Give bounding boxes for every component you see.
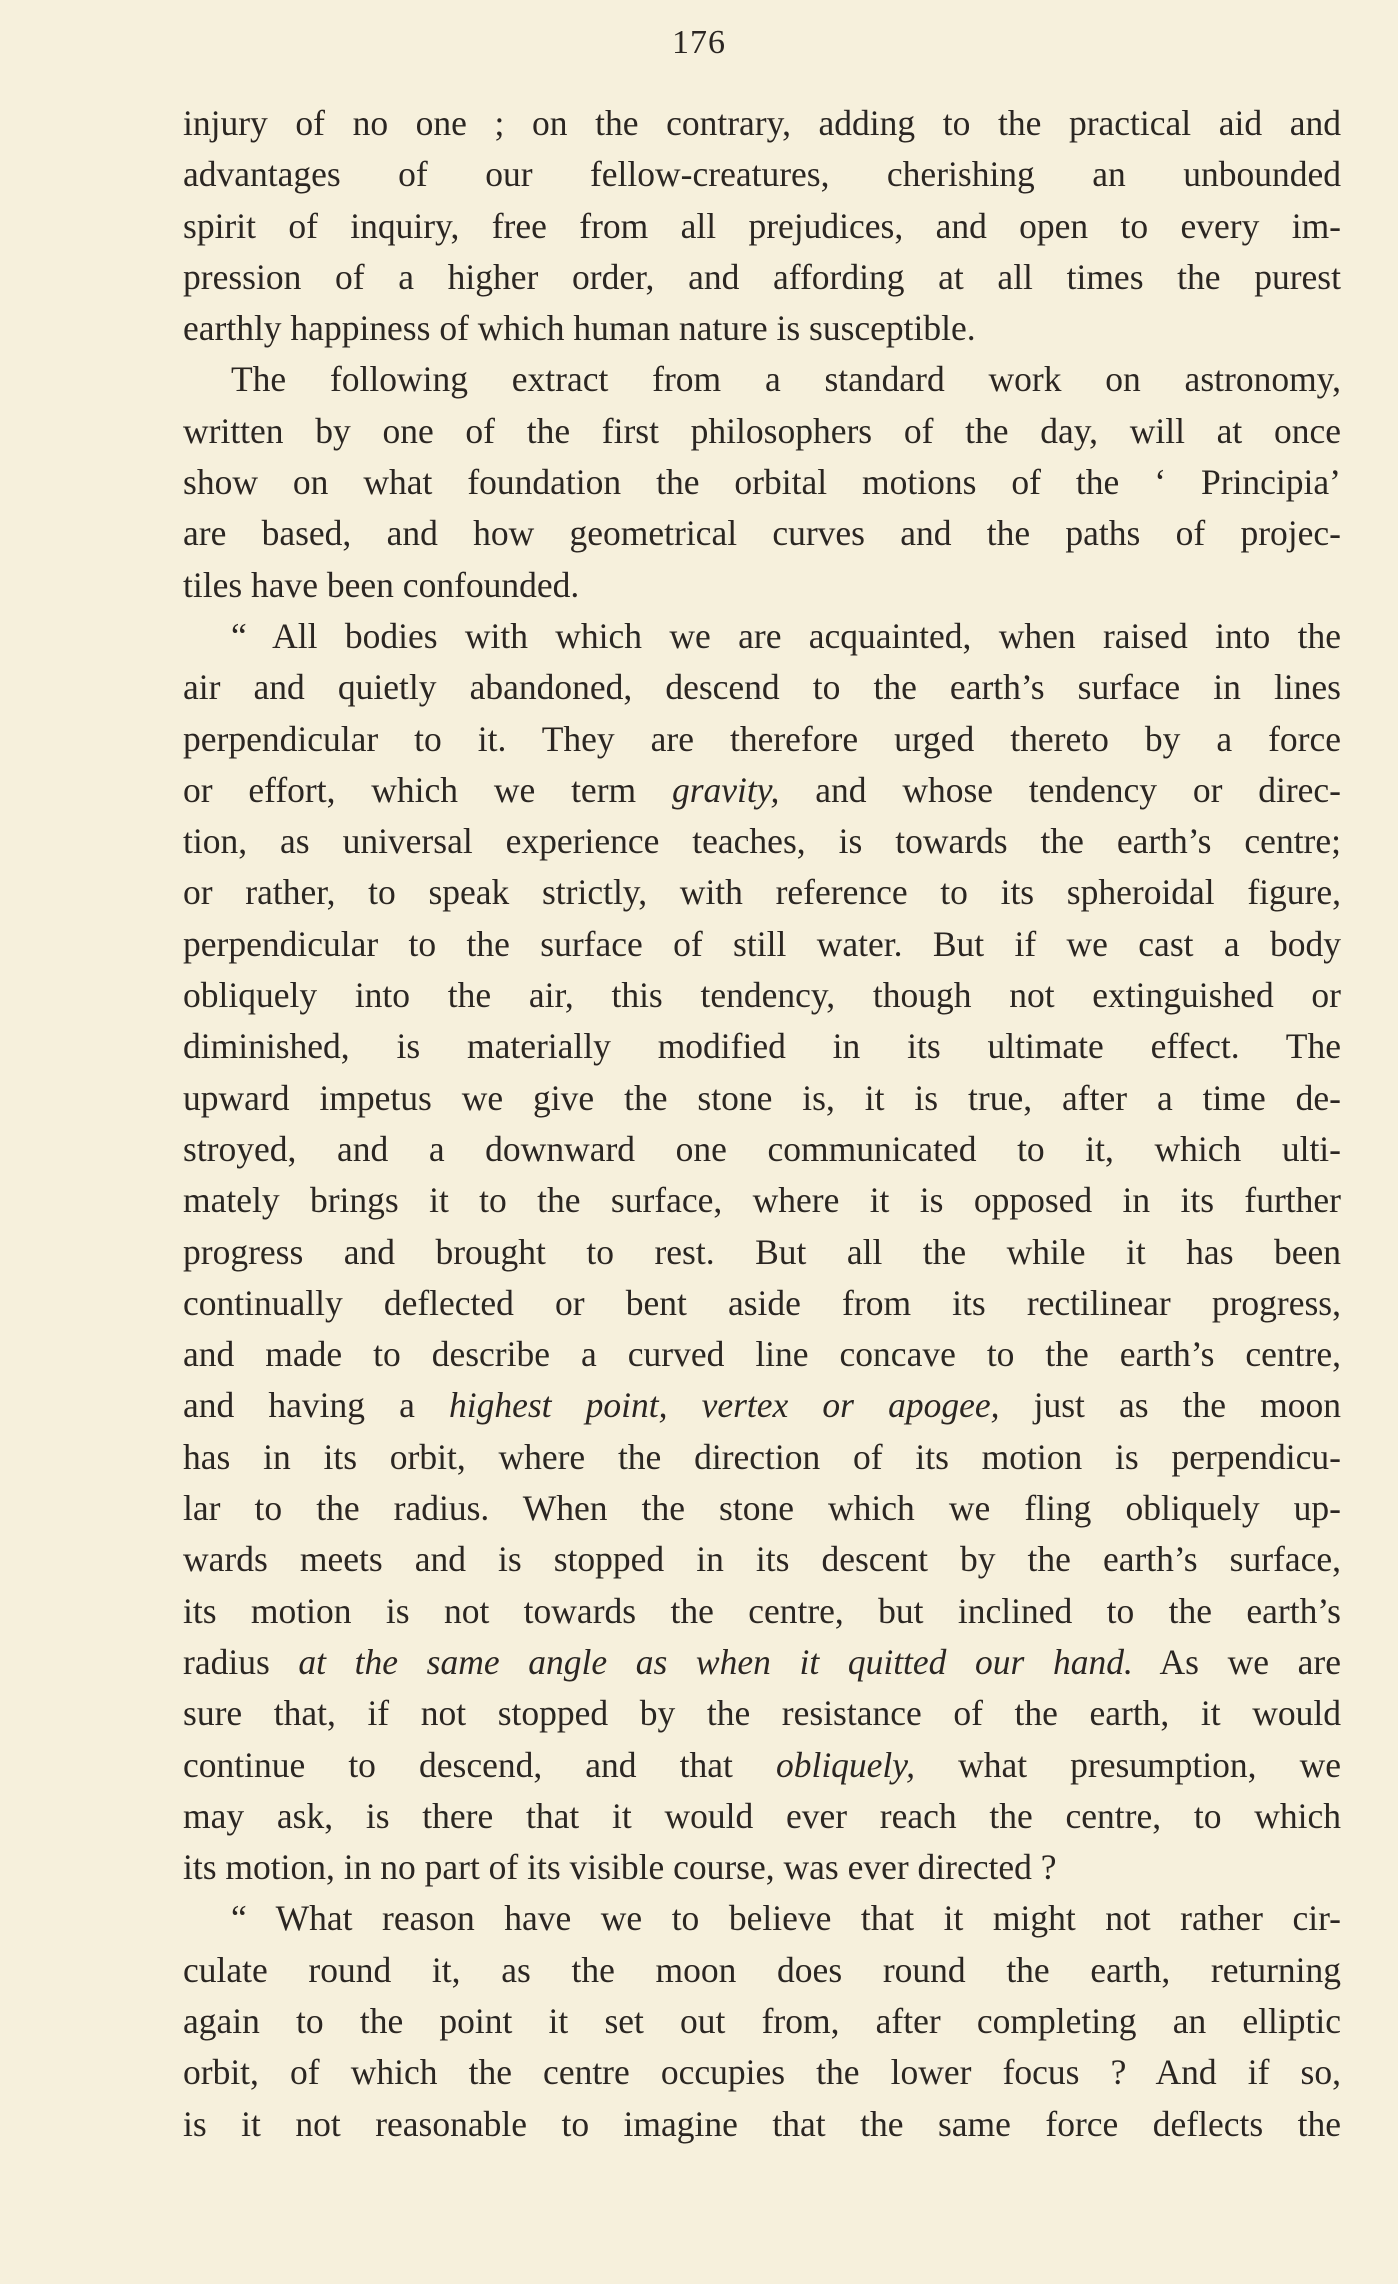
text-line: stroyed, and a downward one communicated to it, which ulti-	[183, 1128, 1341, 1169]
text-line: radius at the same angle as when it quitted our hand. As we are	[183, 1641, 1341, 1682]
text-line: mately brings it to the surface, where it is opposed in its further	[183, 1180, 1341, 1221]
text-line: earthly happiness of which human nature is susceptible.	[183, 308, 976, 349]
italic-phrase: highest point, vertex or apogee,	[448, 1385, 1000, 1426]
text-line: upward impetus we give the stone is, it is true, after a time de-	[183, 1077, 1341, 1118]
text-line: obliquely into the air, this tendency, though not extinguished or	[183, 975, 1341, 1016]
text-line: continue to descend, and that obliquely, what presumption, we	[183, 1744, 1341, 1785]
text-line: advantages of our fellow-creatures, cherishing an unbounded	[183, 154, 1341, 195]
text-line: sure that, if not stopped by the resistance of the earth, it would	[183, 1693, 1341, 1734]
text-line: “ All bodies with which we are acquainted, when raised into the	[231, 615, 1341, 656]
text-line: are based, and how geometrical curves and the paths of projec-	[183, 513, 1341, 554]
text-line: has in its orbit, where the direction of its motion is perpendicu-	[183, 1436, 1341, 1477]
text-line: or effort, which we term gravity, and whose tendency or direc-	[183, 769, 1341, 810]
text-line: air and quietly abandoned, descend to the earth’s surface in lines	[183, 667, 1341, 708]
italic-phrase: obliquely,	[775, 1744, 915, 1785]
text-line: and having a highest point, vertex or apogee, just as the moon	[183, 1385, 1341, 1426]
text-line: or rather, to speak strictly, with reference to its spheroidal figure,	[183, 872, 1341, 913]
italic-phrase: at the same angle as when it quitted our hand.	[298, 1641, 1133, 1682]
body-text	[183, 98, 1341, 2150]
text-line: continually deflected or bent aside from its rectilinear progress,	[183, 1282, 1341, 1323]
text-line: may ask, is there that it would ever reach the centre, to which	[183, 1795, 1341, 1836]
text-line: orbit, of which the centre occupies the lower focus ? And if so,	[183, 2052, 1341, 2093]
italic-phrase: gravity,	[671, 769, 780, 810]
text-line: diminished, is materially modified in its ultimate effect. The	[183, 1026, 1341, 1067]
text-line: progress and brought to rest. But all the while it has been	[183, 1231, 1341, 1272]
page-number: 176	[672, 24, 726, 61]
text-line: and made to describe a curved line concave to the earth’s centre,	[183, 1334, 1341, 1375]
text-line: culate round it, as the moon does round the earth, returning	[183, 1949, 1341, 1990]
text-line: is it not reasonable to imagine that the same force deflects the	[183, 2103, 1341, 2144]
text-line: spirit of inquiry, free from all prejudices, and open to every im-	[183, 205, 1341, 246]
text-line: pression of a higher order, and affording at all times the purest	[183, 256, 1341, 297]
text-line: its motion is not towards the centre, but inclined to the earth’s	[183, 1590, 1341, 1631]
text-line: tiles have been confounded.	[183, 564, 580, 605]
text-line: injury of no one ; on the contrary, adding to the practical aid and	[183, 103, 1341, 143]
text-line: The following extract from a standard work on astronomy,	[231, 359, 1341, 400]
text-line: lar to the radius. When the stone which we fling obliquely up-	[183, 1488, 1341, 1529]
text-line: again to the point it set out from, after completing an elliptic	[183, 2000, 1341, 2041]
text-line: perpendicular to the surface of still water. But if we cast a body	[183, 923, 1341, 964]
text-line: show on what foundation the orbital motions of the ‘ Principia’	[183, 462, 1341, 503]
text-line: “ What reason have we to believe that it might not rather cir-	[231, 1898, 1341, 1939]
text-line: its motion, in no part of its visible course, was ever directed ?	[183, 1847, 1057, 1888]
text-line: perpendicular to it. They are therefore urged thereto by a force	[183, 718, 1341, 759]
text-line: written by one of the first philosophers of the day, will at once	[183, 410, 1341, 451]
text-line: tion, as universal experience teaches, is towards the earth’s centre;	[183, 821, 1341, 862]
text-line: wards meets and is stopped in its descent by the earth’s surface,	[183, 1539, 1341, 1580]
